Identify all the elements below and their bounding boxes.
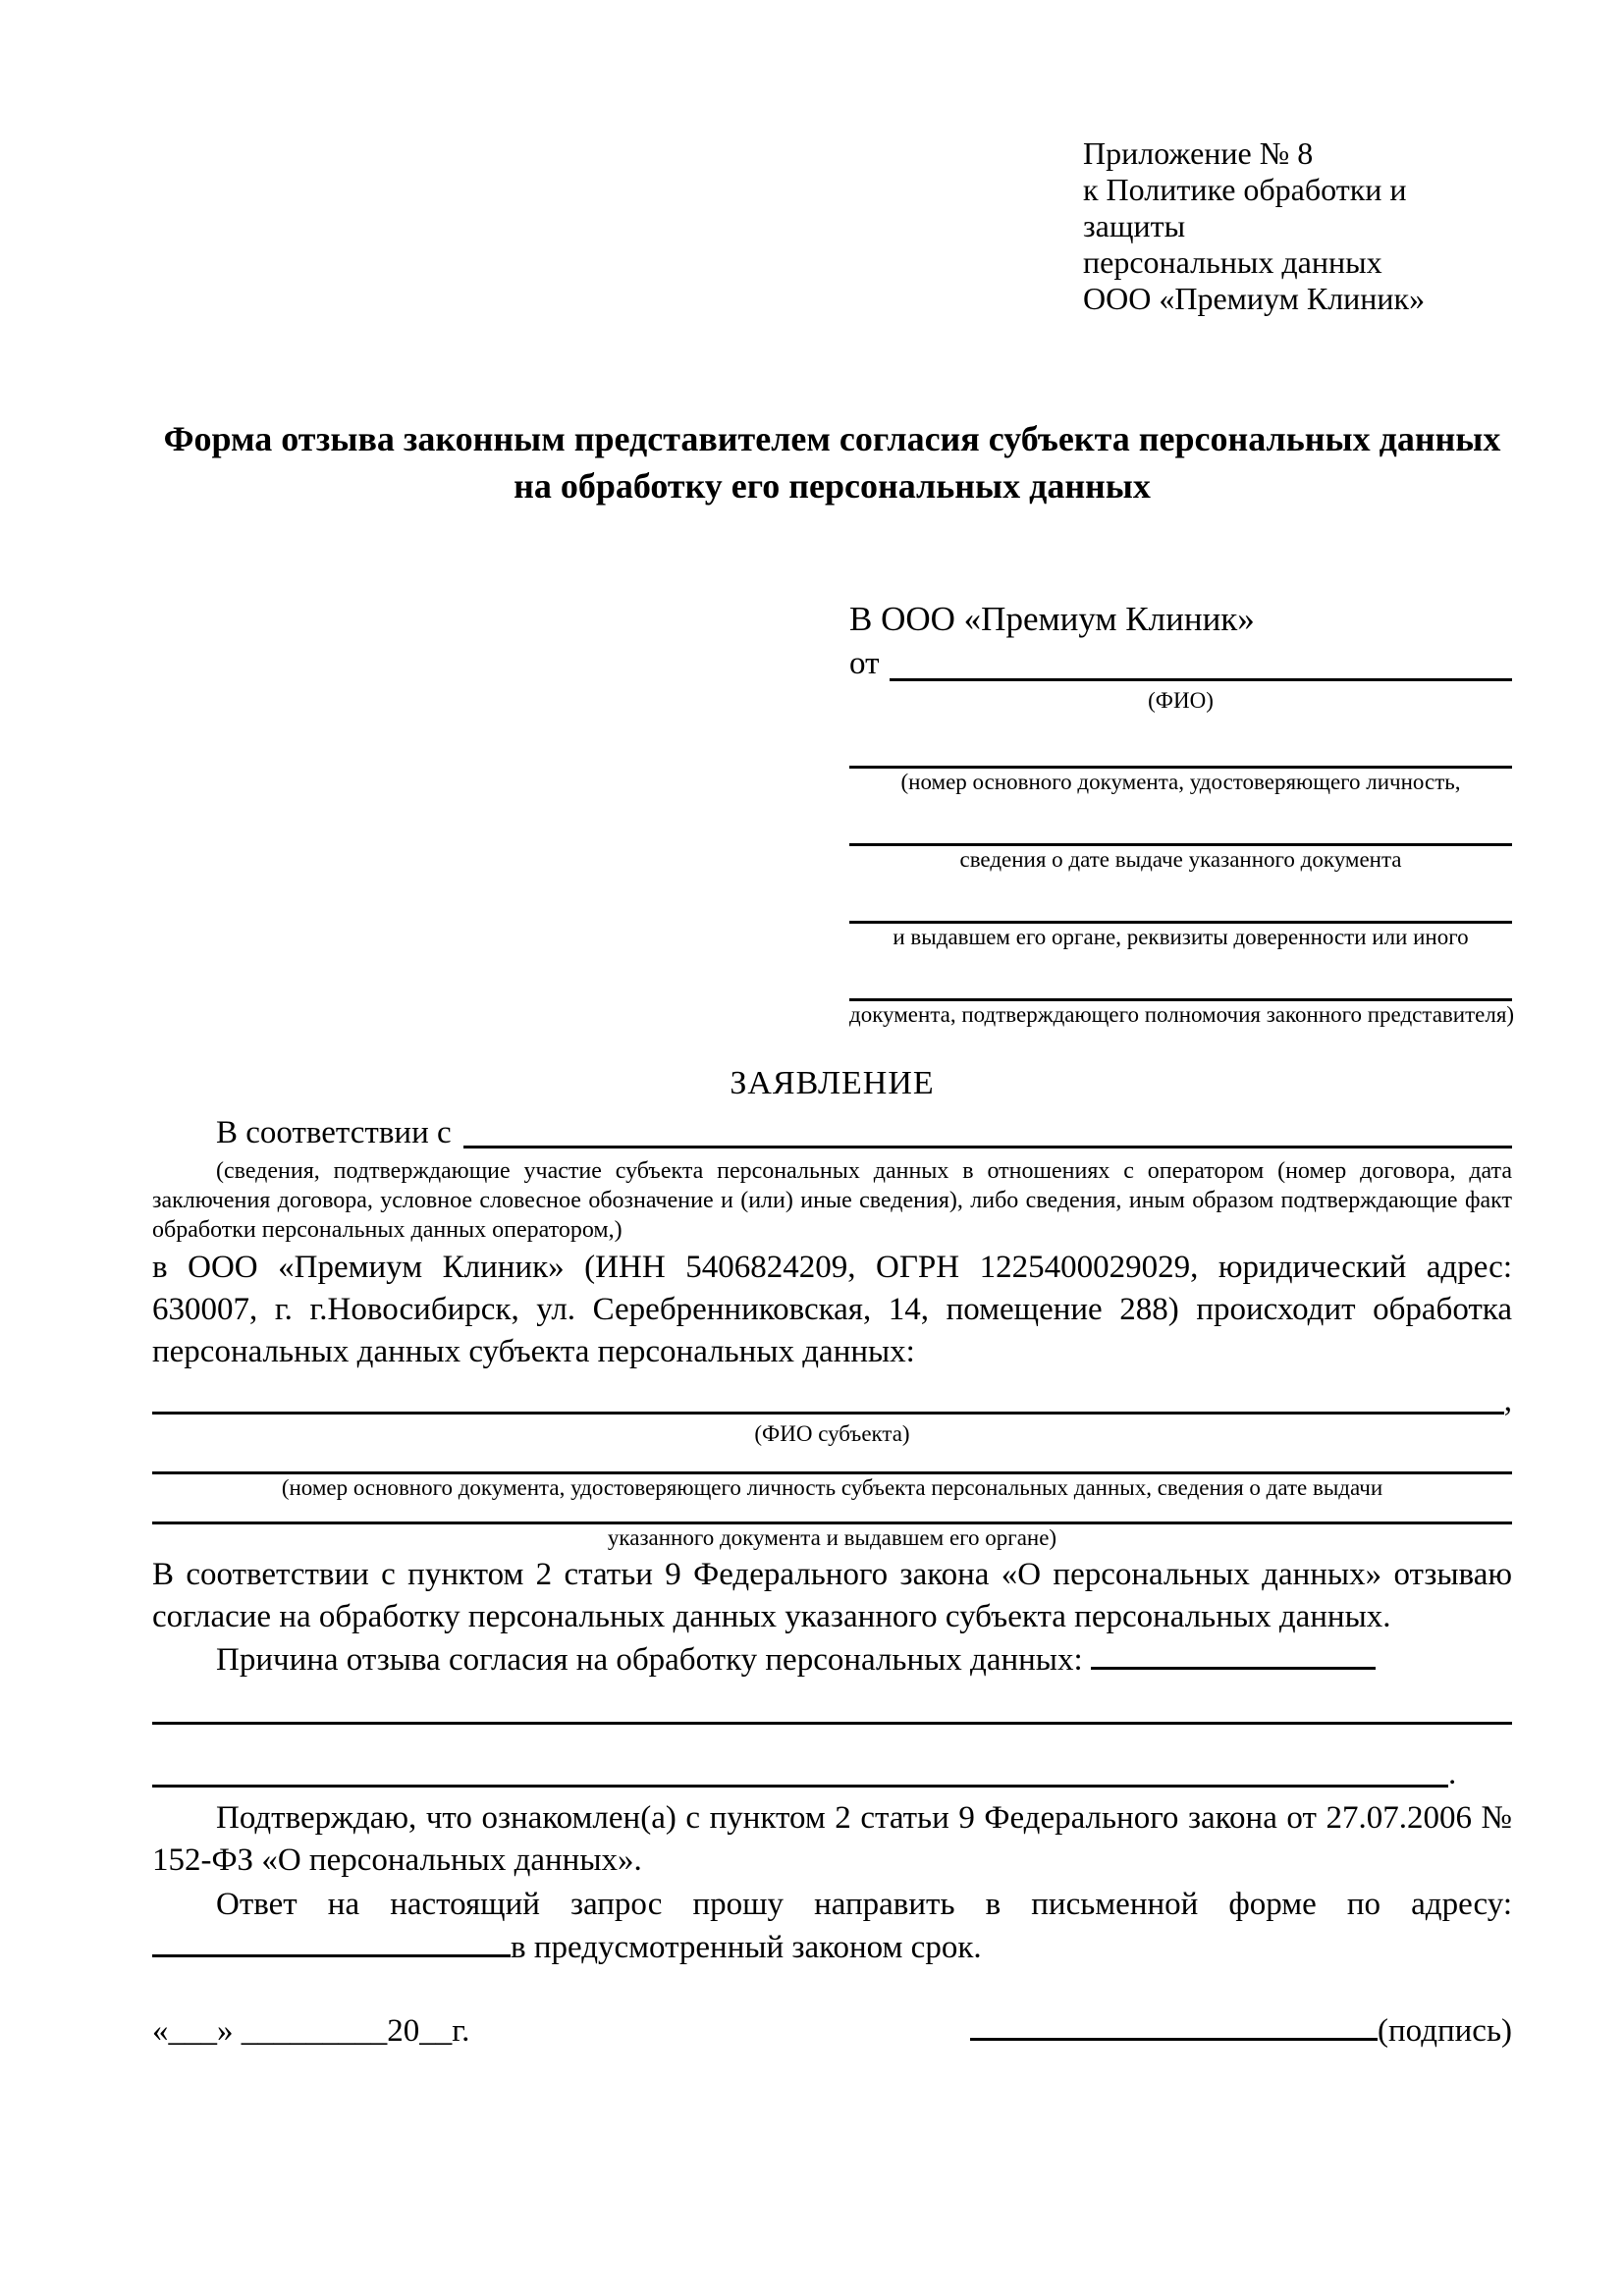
fio-caption: (ФИО) xyxy=(1148,688,1214,713)
appendix-header-line-1: Приложение № 8 xyxy=(1083,135,1314,171)
subject-fio-caption: (ФИО субъекта) xyxy=(754,1421,910,1446)
trailing-comma: , xyxy=(1503,1383,1512,1418)
blank-line xyxy=(152,1722,1512,1725)
appendix-header-line-3: персональных данных xyxy=(1083,244,1382,280)
confirm-paragraph: Подтверждаю, что ознакомлен(а) с пунктом 2 статьи 9 Федерального закона от 27.07.2006 № 152-ФЗ «О персональных данных». xyxy=(152,1800,1512,1878)
subject-doc-caption-2: указанного документа и выдавшем его органе) xyxy=(607,1525,1057,1550)
signature-blank-line xyxy=(970,2012,1378,2041)
appendix-header-line-2: к Политике обработки и защиты xyxy=(1083,172,1407,243)
field-caption-3: и выдавшем его органе, реквизиты доверенности или иного xyxy=(893,925,1469,949)
subject-doc-caption-1: (номер основного документа, удостоверяющего личность субъекта персональных данных, сведения о дате выдачи xyxy=(281,1475,1383,1500)
bottom-row xyxy=(152,2009,1512,2054)
addressee-organization: В ООО «Премиум Клиник» xyxy=(849,600,1255,638)
in-accordance-label: В соответствии с xyxy=(216,1115,452,1150)
blank-line-row xyxy=(152,1754,1512,1793)
date-line: «___» _________20__г. xyxy=(152,2013,470,2049)
reply-paragraph: Ответ на настоящий запрос прошу направить в письменной форме по адресу: xyxy=(216,1887,1512,1922)
field-caption-2: сведения о дате выдаче указанного документа xyxy=(959,847,1402,872)
signature-caption: (подпись) xyxy=(1378,2013,1512,2049)
appendix-header-line-4: ООО «Премиум Клиник» xyxy=(1083,281,1426,316)
blank-line xyxy=(152,1785,1448,1788)
reply-address-row xyxy=(152,1926,1512,1970)
trailing-period: . xyxy=(1448,1756,1457,1791)
fine-print: (сведения, подтверждающие участие субъекта персональных данных в отношениях с оператором (номер договора, дата заключения договора, условное словесное обозначение и (или) иные сведения), либо сведения, иным образом подтверждающие факт обработки персональных данных оператором,) xyxy=(152,1158,1512,1243)
operator-paragraph: в ООО «Премиум Клиник» (ИНН 5406824209, ОГРН 1225400029029, юридический адрес: 630007, г. г.Новосибирск, ул. Серебренниковская, 14, помещение 288) происходит обработка персональных данных субъекта персональных данных: xyxy=(152,1250,1512,1369)
statement-heading: ЗАЯВЛЕНИЕ xyxy=(730,1065,935,1101)
signature-area xyxy=(970,2009,1512,2054)
document-title: Форма отзыва законным представителем согласия субъекта персональных данных на обработку его персональных данных xyxy=(163,419,1501,506)
appendix-header xyxy=(1083,135,1512,317)
from-row xyxy=(849,641,1512,687)
reply-address-blank-line xyxy=(152,1929,511,1957)
subject-fio-blank-line xyxy=(152,1412,1504,1415)
withdraw-paragraph: В соответствии с пунктом 2 статьи 9 Федерального закона «О персональных данных» отзываю согласие на обработку персональных данных указанного субъекта персональных данных. xyxy=(152,1557,1512,1634)
field-caption-4: документа, подтверждающего полномочия законного представителя) xyxy=(849,1002,1515,1027)
blank-line xyxy=(463,1146,1512,1148)
from-blank-line xyxy=(890,678,1513,681)
addressee-block xyxy=(849,598,1515,1029)
reason-blank-line xyxy=(1091,1641,1376,1670)
reply-tail: в предусмотренный законом срок. xyxy=(511,1930,982,1965)
reason-label: Причина отзыва согласия на обработку персональных данных: xyxy=(216,1642,1083,1678)
reason-row xyxy=(152,1638,1512,1682)
in-accordance-row xyxy=(152,1111,1512,1154)
subject-fio-row xyxy=(152,1381,1512,1420)
field-caption-1: (номер основного документа, удостоверяющего личность, xyxy=(900,770,1461,794)
from-label: от xyxy=(849,646,880,681)
